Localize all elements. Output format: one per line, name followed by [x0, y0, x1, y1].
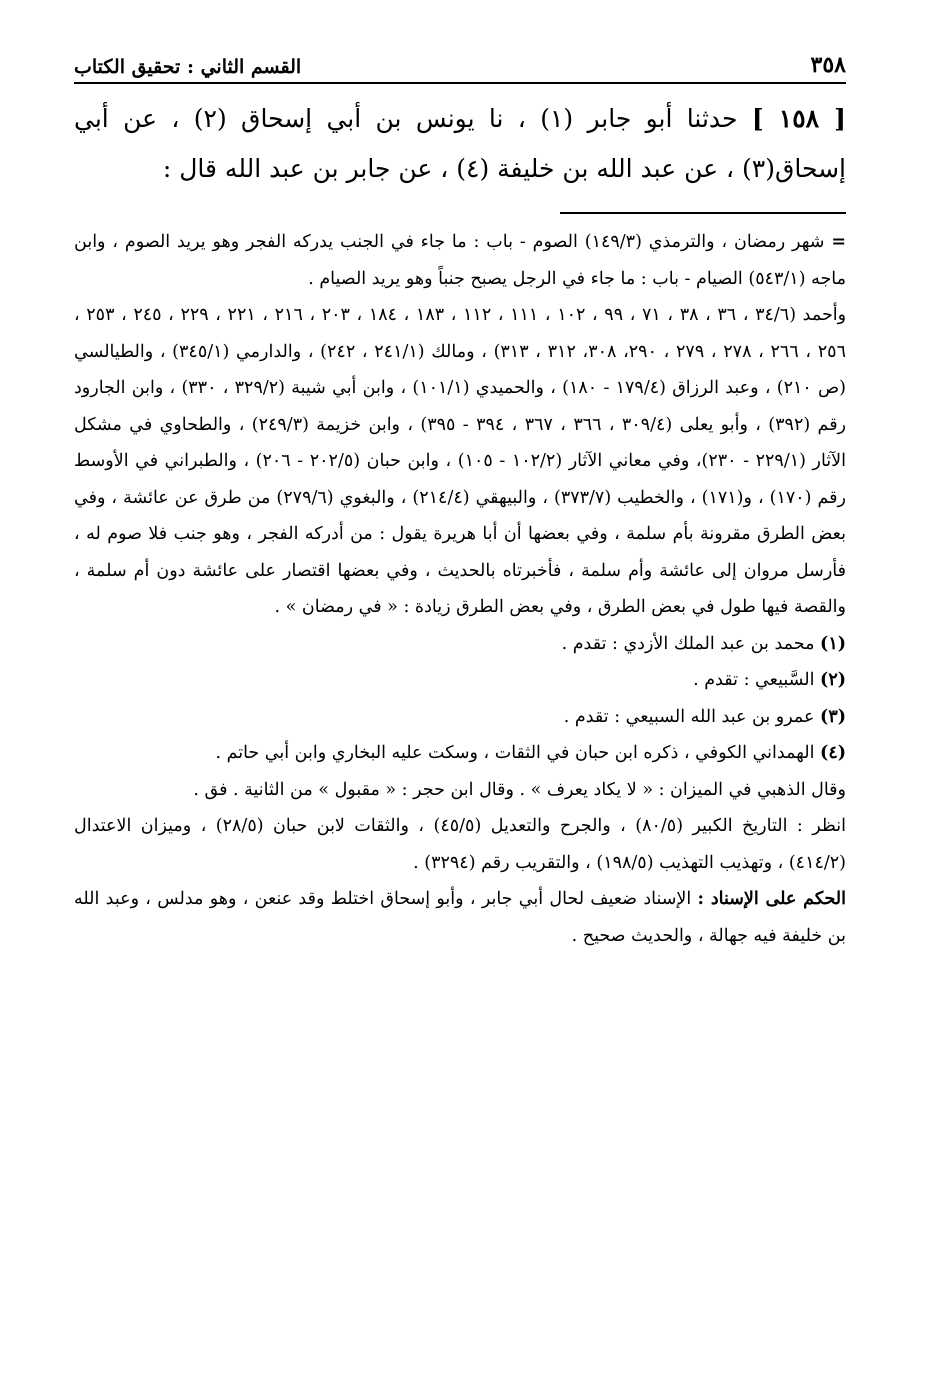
footnote-4-text-2: وقال الذهبي في الميزان : « لا يكاد يعرف » . وقال ابن حجر : « مقبول » من الثانية . فق .: [193, 779, 846, 800]
continuation-paragraph-2: وأحمد (٣٤/٦ ، ٣٦ ، ٣٨ ، ٧١ ، ٩٩ ، ١٠٢ ، ١١١ ، ١١٢ ، ١٨٣ ، ١٨٤ ، ٢٠٣ ، ٢١٦ ، ٢٢١ ، ٢٢٩ ، ٢٤٥ ، ٢٥٣ ، ٢٥٦ ، ٢٦٦ ، ٢٧٨ ، ٢٧٩ ، ٢٩٠، ٣٠٨، ٣١٢ ، ٣١٣) ، ومالك (٢٤١/١ ، ٢٤٢) ، والدارمي (٣٤٥/١) ، والطيالسي (ص ٢١٠) ، وعبد الرزاق (١٧٩/٤ - ١٨٠) ، والحميدي (١٠١/١) ، وابن أبي شيبة (٣٢٩/٢ ، ٣٣٠) ، وابن الجارود رقم (٣٩٢) ، وأبو يعلى (٣٠٩/٤ ، ٣٦٦ ، ٣٦٧ ، ٣٩٤ - ٣٩٥) ، وابن خزيمة (٢٤٩/٣) ، والطحاوي في مشكل الآثار (٢٢٩/١ - ٢٣٠)، وفي معاني الآثار (١٠٢/٢ - ١٠٥) ، وابن حبان (٢٠٢/٥ - ٢٠٦) ، والطبراني في الأوسط رقم (١٧٠) ، و(١٧١) ، والخطيب (٣٧٣/٧) ، والبيهقي (٢١٤/٤) ، والبغوي (٢٧٩/٦) من طرق عن عائشة ، وفي بعض الطرق مقرونة بأم سلمة ، وفي بعضها أن أبا هريرة يقول : من أدركه الفجر ، وهو جنب فلا صوم له ، فأرسل مروان إلى عائشة وأم سلمة ، فأخبرتاه بالحديث ، وفي بعضها اقتصار على عائشة دون أم سلمة ، والقصة فيها طول في بعض الطرق ، وفي بعض الطرق زيادة : « في رمضان » .: [74, 305, 847, 617]
footnote-divider: [560, 212, 846, 214]
verdict-text: الإسناد ضعيف لحال أبي جابر ، وأبو إسحاق اختلط وقد عنعن ، وهو مدلس ، وعبد الله بن خليفة فيه جهالة ، والحديث صحيح .: [74, 889, 846, 946]
hadith-text: [74, 94, 846, 194]
footnote-text: محمد بن عبد الملك الأزدي : تقدم .: [561, 633, 815, 654]
footnote-4-text-3: انظر : التاريخ الكبير (٨٠/٥) ، والجرح والتعديل (٤٥/٥) ، والثقات لابن حبان (٢٨/٥) ، وميزان الاعتدال (٤١٤/٢) ، وتهذيب التهذيب (١٩٨/٥) ، والتقريب رقم (٣٢٩٤) .: [74, 816, 846, 873]
footnote-continuation-2: [74, 297, 846, 626]
footnote-4: [74, 735, 846, 772]
running-header: [74, 42, 846, 84]
footnotes: [74, 224, 846, 954]
page-number: ٣٥٨: [810, 52, 846, 78]
footnote-4-references: [74, 808, 846, 881]
footnote-marker: (٢): [820, 670, 846, 690]
footnote-1: [74, 626, 846, 663]
footnote-4-text-1: الهمداني الكوفي ، ذكره ابن حبان في الثقات ، وسكت عليه البخاري وابن أبي حاتم .: [215, 743, 815, 763]
footnote-4-dhahabi: [74, 772, 846, 809]
footnote-text: عمرو بن عبد الله السبيعي : تقدم .: [563, 706, 815, 727]
footnote-marker: (٤): [820, 743, 846, 763]
continuation-marker: =: [831, 232, 846, 252]
footnote-marker: (١): [820, 633, 846, 654]
verdict-label: الحكم على الإسناد :: [697, 889, 846, 909]
footnote-text: السَّبيعي : تقدم .: [693, 670, 815, 690]
footnote-2: [74, 662, 846, 699]
footnote-marker: (٣): [820, 706, 846, 727]
header-title: القسم الثاني : تحقيق الكتاب: [74, 56, 302, 78]
isnad-verdict: [74, 881, 846, 954]
footnote-3: [74, 699, 846, 736]
continuation-paragraph-1: شهر رمضان ، والترمذي (١٤٩/٣) الصوم - باب : ما جاء في الجنب يدركه الفجر وهو يريد الصوم ، وابن ماجه (٥٤٣/١) الصيام - باب : ما جاء في الرجل يصبح جنباً وهو يريد الصيام .: [74, 232, 846, 289]
footnote-continuation: [74, 224, 846, 297]
hadith-number: [ ١٥٨ ]: [751, 104, 846, 133]
hadith-body: حدثنا أبو جابر (١) ، نا يونس بن أبي إسحاق (٢) ، عن أبي إسحاق(٣) ، عن عبد الله بن خليفة (٤) ، عن جابر بن عبد الله قال :: [74, 104, 846, 183]
